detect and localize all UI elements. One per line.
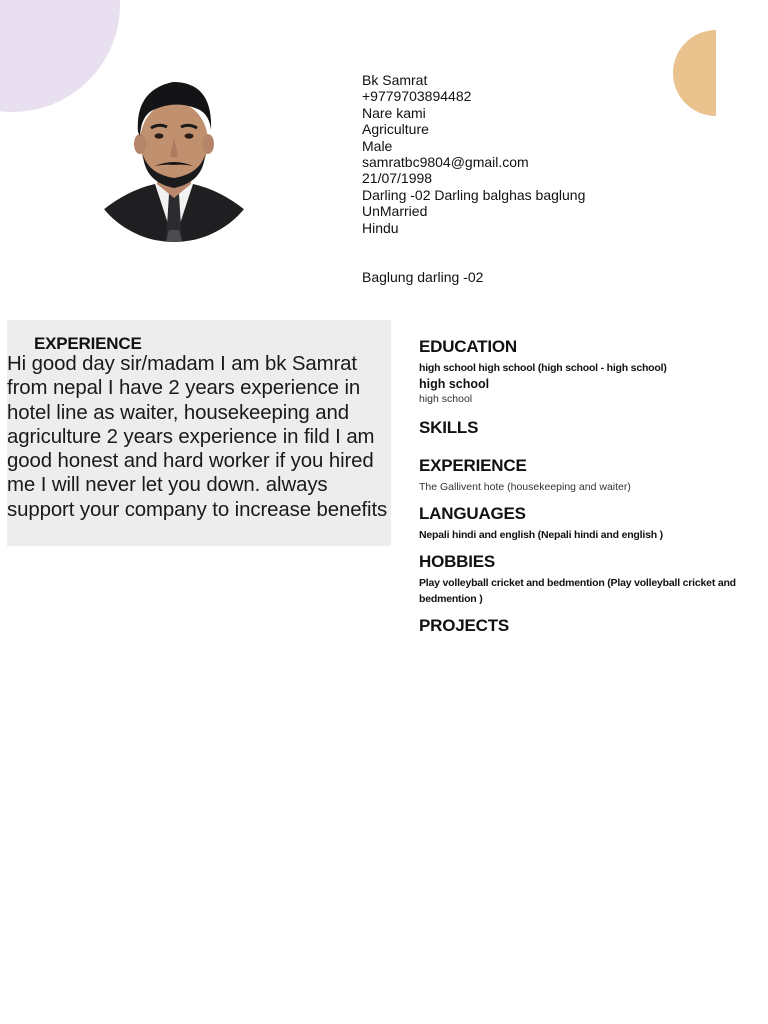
hobbies-heading: HOBBIES [419, 552, 496, 571]
name-text: Bk Samrat [362, 72, 428, 88]
father-name-text: Nare kami [362, 104, 426, 121]
experience-text: The Gallivent hote (housekeeping and waiter) [419, 480, 631, 493]
summary-panel [7, 320, 391, 546]
address-full-text: Darling -02 Darling balghas baglung [362, 186, 586, 203]
personal-details [362, 72, 662, 236]
field-text: Agriculture [362, 121, 429, 138]
education-detail: high school [419, 392, 473, 405]
resume-sections [419, 336, 749, 637]
education-institution: high school [419, 376, 490, 391]
address-short-text: Baglung darling -02 [362, 269, 484, 285]
gender-text: Male [362, 137, 393, 154]
phone-text: +9779703894482 [362, 88, 472, 105]
summary-heading: EXPERIENCE [34, 334, 142, 353]
languages-text: Nepali hindi and english (Nepali hindi and english ) [419, 528, 663, 541]
profile-photo [83, 60, 265, 242]
languages-heading: LANGUAGES [419, 503, 526, 523]
experience-heading: EXPERIENCE [419, 455, 527, 475]
education-degree: high school high school (high school - high school) [419, 362, 667, 374]
religion-text: Hindu [362, 219, 399, 236]
decorative-half-circle-right [673, 30, 716, 116]
marital-status-text: UnMarried [362, 203, 428, 220]
projects-heading: PROJECTS [419, 616, 510, 635]
hobbies-text: Play volleyball cricket and bedmention (Play volleyball cricket and bedmention ) [419, 577, 736, 605]
email-text: samratbc9804@gmail.com [362, 154, 529, 171]
education-heading: EDUCATION [419, 337, 517, 356]
dob-text: 21/07/1998 [362, 170, 433, 187]
summary-text: Hi good day sir/madam I am bk Samrat from nepal I have 2 years experience in hotel line as waiter, housekeeping and agriculture 2 years experience in fild I am good honest and hard worker if you hired me I will never let you down. always support your company to increase benefits [7, 353, 388, 521]
skills-heading: SKILLS [419, 417, 479, 437]
